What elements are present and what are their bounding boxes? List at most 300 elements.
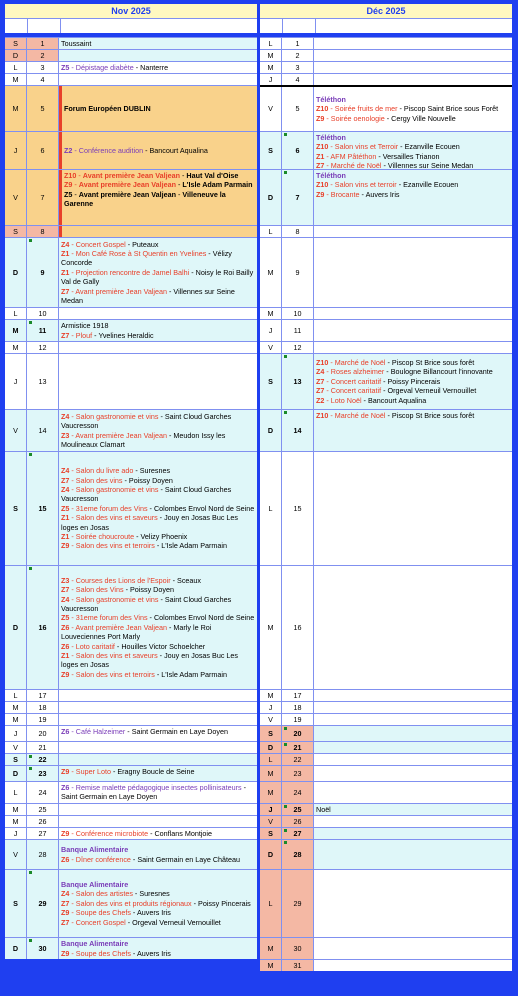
event-item[interactable] — [316, 358, 510, 367]
day-row[interactable] — [260, 839, 512, 869]
event-item[interactable] — [61, 670, 255, 679]
highlight-bar — [59, 170, 62, 225]
event-item[interactable] — [61, 39, 255, 48]
day-number: 13 — [282, 354, 314, 409]
events-cell[interactable] — [314, 50, 512, 61]
event-text: Téléthon — [316, 133, 346, 142]
day-of-week: J — [260, 320, 282, 341]
events-cell[interactable] — [59, 74, 257, 85]
day-of-week: L — [5, 690, 27, 701]
event-separator: - — [384, 113, 392, 123]
events-cell[interactable] — [59, 320, 257, 341]
event-item[interactable] — [61, 767, 255, 776]
flag-icon — [284, 805, 287, 808]
event-separator: - — [69, 650, 76, 660]
events-cell[interactable] — [59, 870, 257, 937]
day-number: 28 — [27, 840, 59, 869]
events-cell[interactable] — [59, 452, 257, 565]
event-separator: - — [328, 180, 335, 190]
day-number: 21 — [27, 742, 59, 753]
event-separator: - — [130, 854, 138, 864]
events-cell[interactable] — [59, 782, 257, 803]
day-row[interactable] — [5, 307, 257, 319]
event-item[interactable] — [61, 431, 255, 450]
day-row[interactable] — [260, 701, 512, 713]
day-of-week: M — [260, 690, 282, 701]
day-row[interactable] — [5, 85, 257, 131]
events-cell[interactable] — [314, 238, 512, 307]
events-cell[interactable] — [314, 870, 512, 937]
day-row[interactable] — [260, 169, 512, 225]
event-separator: - — [134, 531, 141, 541]
day-number: 20 — [282, 726, 314, 741]
event-code: Z9 — [61, 908, 70, 918]
event-code: Z4 — [61, 239, 70, 249]
event-title: Soirée choucroute — [75, 531, 135, 541]
event-title: Roses alzheimer — [330, 367, 385, 377]
events-cell[interactable] — [59, 86, 257, 131]
flag-icon — [29, 767, 32, 770]
events-cell[interactable] — [59, 766, 257, 781]
events-cell[interactable] — [59, 50, 257, 61]
event-separator: - — [180, 171, 187, 180]
event-separator: - — [130, 948, 137, 958]
day-number: 29 — [282, 870, 314, 937]
events-cell[interactable] — [59, 132, 257, 169]
month-header: Nov 2025 — [5, 4, 257, 18]
event-item[interactable] — [316, 377, 510, 386]
events-cell[interactable] — [59, 742, 257, 753]
event-item[interactable] — [61, 949, 255, 958]
day-row[interactable] — [260, 131, 512, 169]
day-row[interactable] — [5, 725, 257, 741]
highlight-bar — [59, 226, 62, 237]
events-cell[interactable] — [314, 87, 512, 131]
event-item[interactable] — [61, 321, 255, 330]
event-item[interactable] — [61, 240, 255, 249]
event-title: Dépistage diabète — [75, 63, 134, 72]
day-of-week: M — [5, 342, 27, 353]
event-location: Orgeval Verneuil Vernouillet — [132, 917, 221, 927]
day-row[interactable] — [260, 689, 512, 701]
event-separator: - — [72, 189, 79, 199]
event-item[interactable] — [316, 171, 510, 180]
event-title: Marché de Noël — [334, 411, 386, 420]
event-code: Z1 — [61, 249, 70, 259]
event-item[interactable] — [316, 396, 510, 405]
event-text: Banque Alimentaire — [61, 939, 129, 949]
events-cell[interactable] — [314, 132, 512, 169]
event-text: Téléthon — [316, 94, 346, 104]
day-row[interactable] — [260, 307, 512, 319]
event-item[interactable] — [61, 899, 255, 908]
event-item[interactable] — [61, 908, 255, 917]
event-location: Cergy Ville Nouvelle — [391, 113, 456, 123]
event-item[interactable] — [61, 918, 255, 927]
event-separator: - — [324, 367, 331, 377]
day-row[interactable] — [260, 85, 512, 131]
events-cell[interactable] — [314, 828, 512, 839]
event-item[interactable] — [64, 146, 255, 155]
event-item[interactable] — [316, 180, 510, 189]
day-of-week: M — [5, 320, 27, 341]
event-item[interactable] — [61, 829, 255, 838]
day-row[interactable] — [5, 237, 257, 307]
events-cell[interactable] — [59, 804, 257, 815]
event-text: Armistice 1918 — [61, 321, 109, 331]
event-item[interactable] — [316, 367, 510, 376]
day-number: 8 — [27, 226, 59, 237]
day-row[interactable] — [5, 225, 257, 237]
event-separator: - — [385, 358, 392, 368]
event-title: Dîner conférence — [75, 854, 131, 864]
event-item[interactable] — [64, 104, 255, 113]
events-cell[interactable] — [314, 782, 512, 803]
day-row[interactable] — [5, 565, 257, 689]
events-cell[interactable] — [314, 754, 512, 765]
day-row[interactable] — [260, 237, 512, 307]
day-row[interactable] — [260, 827, 512, 839]
events-cell[interactable] — [59, 354, 257, 409]
day-of-week: S — [260, 726, 282, 741]
day-row[interactable] — [5, 781, 257, 803]
events-cell[interactable] — [314, 354, 512, 409]
day-of-week: L — [5, 62, 27, 73]
events-cell[interactable] — [314, 766, 512, 781]
event-item[interactable] — [61, 466, 255, 475]
events-cell[interactable] — [59, 726, 257, 741]
events-cell[interactable] — [59, 566, 257, 689]
event-item[interactable] — [61, 249, 255, 268]
day-row[interactable] — [5, 409, 257, 451]
events-cell[interactable] — [314, 62, 512, 73]
day-row[interactable] — [5, 49, 257, 61]
event-separator: - — [133, 63, 141, 72]
event-code: Z4 — [61, 485, 70, 495]
event-code: Z7 — [61, 917, 70, 927]
event-item[interactable] — [61, 485, 255, 504]
events-cell[interactable] — [59, 690, 257, 701]
event-title: 31eme forum des Vins — [75, 503, 148, 513]
day-row[interactable] — [260, 225, 512, 237]
day-number: 28 — [282, 840, 314, 869]
day-row[interactable] — [5, 803, 257, 815]
day-number: 3 — [27, 62, 59, 73]
events-cell[interactable] — [314, 960, 512, 971]
event-code: Z1 — [61, 267, 70, 277]
day-row[interactable] — [5, 73, 257, 85]
day-row[interactable] — [5, 839, 257, 869]
day-row[interactable] — [260, 37, 512, 49]
day-row[interactable] — [5, 815, 257, 827]
day-row[interactable] — [260, 725, 512, 741]
day-of-week: V — [5, 170, 27, 225]
event-item[interactable] — [316, 805, 510, 814]
day-row[interactable] — [260, 341, 512, 353]
events-cell[interactable] — [314, 938, 512, 959]
event-item[interactable] — [61, 880, 255, 889]
day-row[interactable] — [260, 753, 512, 765]
day-number: 1 — [27, 38, 59, 49]
day-row[interactable] — [5, 131, 257, 169]
day-row[interactable] — [260, 73, 512, 85]
event-title: Soupe des Chefs — [75, 908, 131, 918]
events-cell[interactable] — [314, 74, 512, 85]
event-code: Z4 — [61, 411, 70, 421]
events-cell[interactable] — [314, 726, 512, 741]
events-cell[interactable] — [314, 452, 512, 565]
event-item[interactable] — [316, 190, 510, 199]
day-number: 9 — [282, 238, 314, 307]
event-item[interactable] — [61, 576, 255, 585]
event-item[interactable] — [61, 504, 255, 513]
event-item[interactable] — [61, 595, 255, 614]
event-title: Plouf — [75, 330, 93, 340]
day-of-week: S — [5, 38, 27, 49]
events-cell[interactable] — [314, 410, 512, 451]
event-item[interactable] — [61, 727, 255, 736]
day-row[interactable] — [5, 341, 257, 353]
event-separator: - — [176, 189, 183, 199]
event-title: Avant première Jean Valjean — [82, 171, 180, 180]
event-location: Eragny Boucle de Seine — [117, 767, 195, 776]
day-of-week: S — [260, 354, 282, 409]
day-row[interactable] — [260, 781, 512, 803]
month-header: Déc 2025 — [260, 4, 512, 18]
event-separator: - — [72, 145, 79, 155]
day-number: 3 — [282, 62, 314, 73]
event-location: Poissy Doyen — [128, 475, 173, 485]
day-row[interactable] — [5, 869, 257, 937]
events-cell[interactable] — [59, 226, 257, 237]
event-item[interactable] — [61, 532, 255, 541]
day-number: 24 — [27, 782, 59, 803]
event-item[interactable] — [61, 783, 255, 802]
events-cell[interactable] — [59, 754, 257, 765]
day-of-week: S — [5, 870, 27, 937]
events-cell[interactable] — [314, 804, 512, 815]
event-location: Auvers Iris — [136, 948, 171, 958]
event-item[interactable] — [316, 114, 510, 123]
day-row[interactable] — [260, 61, 512, 73]
day-row[interactable] — [260, 937, 512, 959]
events-cell[interactable] — [59, 342, 257, 353]
day-number: 19 — [27, 714, 59, 725]
event-item[interactable] — [61, 287, 255, 306]
event-code: Z3 — [61, 430, 70, 440]
event-separator: - — [328, 142, 335, 152]
event-item[interactable] — [316, 104, 510, 113]
day-row[interactable] — [5, 741, 257, 753]
day-row[interactable] — [260, 451, 512, 565]
event-title: Salon gastronomie et vins — [75, 594, 159, 604]
day-row[interactable] — [5, 689, 257, 701]
event-item[interactable] — [61, 889, 255, 898]
event-item[interactable] — [61, 623, 255, 642]
event-item[interactable] — [316, 152, 510, 161]
event-title: Conférence audition — [78, 145, 144, 155]
day-row[interactable] — [5, 319, 257, 341]
day-row[interactable] — [260, 815, 512, 827]
events-cell[interactable] — [314, 702, 512, 713]
events-cell[interactable] — [314, 566, 512, 689]
event-item[interactable] — [61, 642, 255, 651]
event-location: Jouy en Josas Buc Les loges en Josas — [61, 513, 238, 532]
day-row[interactable] — [260, 353, 512, 409]
event-location: Villennes sur Seine Medan — [387, 161, 474, 169]
day-row[interactable] — [5, 713, 257, 725]
event-item[interactable] — [64, 190, 255, 209]
day-row[interactable] — [260, 959, 512, 971]
event-item[interactable] — [61, 585, 255, 594]
flag-icon — [29, 567, 32, 570]
day-row[interactable] — [5, 937, 257, 959]
events-cell[interactable] — [59, 714, 257, 725]
day-row[interactable] — [260, 869, 512, 937]
event-separator: - — [69, 286, 76, 296]
event-separator: - — [69, 541, 76, 551]
event-item[interactable] — [61, 513, 255, 532]
events-cell[interactable] — [59, 828, 257, 839]
day-of-week: L — [260, 226, 282, 237]
day-number: 21 — [282, 742, 314, 753]
day-row[interactable] — [260, 741, 512, 753]
event-title: 31eme forum des Vins — [75, 613, 148, 623]
events-cell[interactable] — [314, 320, 512, 341]
event-separator: - — [69, 908, 76, 918]
day-of-week: M — [260, 938, 282, 959]
event-item[interactable] — [316, 411, 510, 420]
day-number: 27 — [27, 828, 59, 839]
day-of-week: V — [5, 840, 27, 869]
events-cell[interactable] — [314, 840, 512, 869]
flag-icon — [29, 939, 32, 942]
day-of-week: M — [260, 238, 282, 307]
events-cell[interactable] — [59, 816, 257, 827]
event-code: Z1 — [316, 151, 325, 161]
day-row[interactable] — [5, 765, 257, 781]
events-cell[interactable] — [314, 226, 512, 237]
events-cell[interactable] — [59, 62, 257, 73]
day-row[interactable] — [260, 319, 512, 341]
day-row[interactable] — [5, 169, 257, 225]
event-item[interactable] — [316, 133, 510, 142]
flag-icon — [284, 355, 287, 358]
events-cell[interactable] — [314, 714, 512, 725]
event-separator: - — [114, 641, 122, 651]
day-of-week: M — [260, 766, 282, 781]
day-number: 13 — [27, 354, 59, 409]
event-item[interactable] — [61, 63, 255, 72]
event-separator: - — [69, 669, 76, 679]
events-cell[interactable] — [314, 342, 512, 353]
event-item[interactable] — [61, 476, 255, 485]
event-location: Saint Germain en Laye Doyen — [61, 792, 158, 802]
event-item[interactable] — [61, 651, 255, 670]
day-number: 15 — [282, 452, 314, 565]
event-location: Meudon Issy les Moulineaux Clamart — [61, 430, 226, 449]
day-number: 11 — [27, 320, 59, 341]
day-number: 25 — [282, 804, 314, 815]
event-item[interactable] — [316, 142, 510, 151]
day-row[interactable] — [260, 565, 512, 689]
day-of-week: V — [260, 816, 282, 827]
events-cell[interactable] — [59, 938, 257, 959]
day-number: 18 — [282, 702, 314, 713]
event-item[interactable] — [316, 386, 510, 395]
event-item[interactable] — [316, 161, 510, 169]
day-row[interactable] — [5, 753, 257, 765]
day-of-week: M — [260, 960, 282, 971]
events-cell[interactable] — [314, 742, 512, 753]
event-item[interactable] — [61, 845, 255, 854]
events-cell[interactable] — [59, 308, 257, 319]
events-cell[interactable] — [59, 38, 257, 49]
day-row[interactable] — [5, 61, 257, 73]
events-cell[interactable] — [59, 170, 257, 225]
day-row[interactable] — [260, 49, 512, 61]
event-item[interactable] — [61, 331, 255, 340]
events-cell[interactable] — [314, 690, 512, 701]
day-row[interactable] — [5, 701, 257, 713]
day-row[interactable] — [5, 451, 257, 565]
event-separator: - — [157, 650, 165, 660]
event-item[interactable] — [316, 95, 510, 104]
events-cell[interactable] — [314, 38, 512, 49]
day-row[interactable] — [260, 713, 512, 725]
day-row[interactable] — [260, 803, 512, 815]
event-item[interactable] — [61, 939, 255, 948]
event-location: Suresnes — [139, 466, 171, 476]
event-separator: - — [324, 161, 331, 169]
event-code: Z7 — [61, 286, 70, 296]
event-item[interactable] — [61, 268, 255, 287]
events-cell[interactable] — [314, 816, 512, 827]
event-separator: - — [69, 249, 76, 259]
events-cell[interactable] — [314, 308, 512, 319]
day-row[interactable] — [260, 409, 512, 451]
event-item[interactable] — [61, 613, 255, 622]
flag-icon — [284, 829, 287, 832]
event-item[interactable] — [61, 412, 255, 431]
event-code: Z3 — [61, 576, 70, 586]
event-item[interactable] — [61, 855, 255, 864]
events-cell[interactable] — [59, 410, 257, 451]
day-row[interactable] — [260, 765, 512, 781]
event-location: Colombes Envol Nord de Seine — [153, 613, 255, 623]
event-item[interactable] — [64, 171, 255, 180]
event-item[interactable] — [61, 541, 255, 550]
day-row[interactable] — [5, 353, 257, 409]
events-cell[interactable] — [59, 702, 257, 713]
events-cell[interactable] — [59, 238, 257, 307]
day-row[interactable] — [5, 37, 257, 49]
event-location: L'Isle Adam Parmain — [161, 669, 227, 679]
events-cell[interactable] — [59, 840, 257, 869]
day-row[interactable] — [5, 827, 257, 839]
event-separator: - — [69, 531, 76, 541]
day-number: 17 — [27, 690, 59, 701]
event-location: Poissy Pincerais — [198, 898, 251, 908]
event-separator: - — [167, 430, 174, 440]
events-cell[interactable] — [314, 170, 512, 225]
event-item[interactable] — [64, 180, 255, 189]
event-code: Z7 — [61, 585, 70, 595]
event-location: Saint Cloud Garches Vaucresson — [61, 485, 232, 504]
day-number: 25 — [27, 804, 59, 815]
event-code: Z4 — [61, 594, 70, 604]
event-title: Salon des vins et terroirs — [75, 541, 155, 551]
